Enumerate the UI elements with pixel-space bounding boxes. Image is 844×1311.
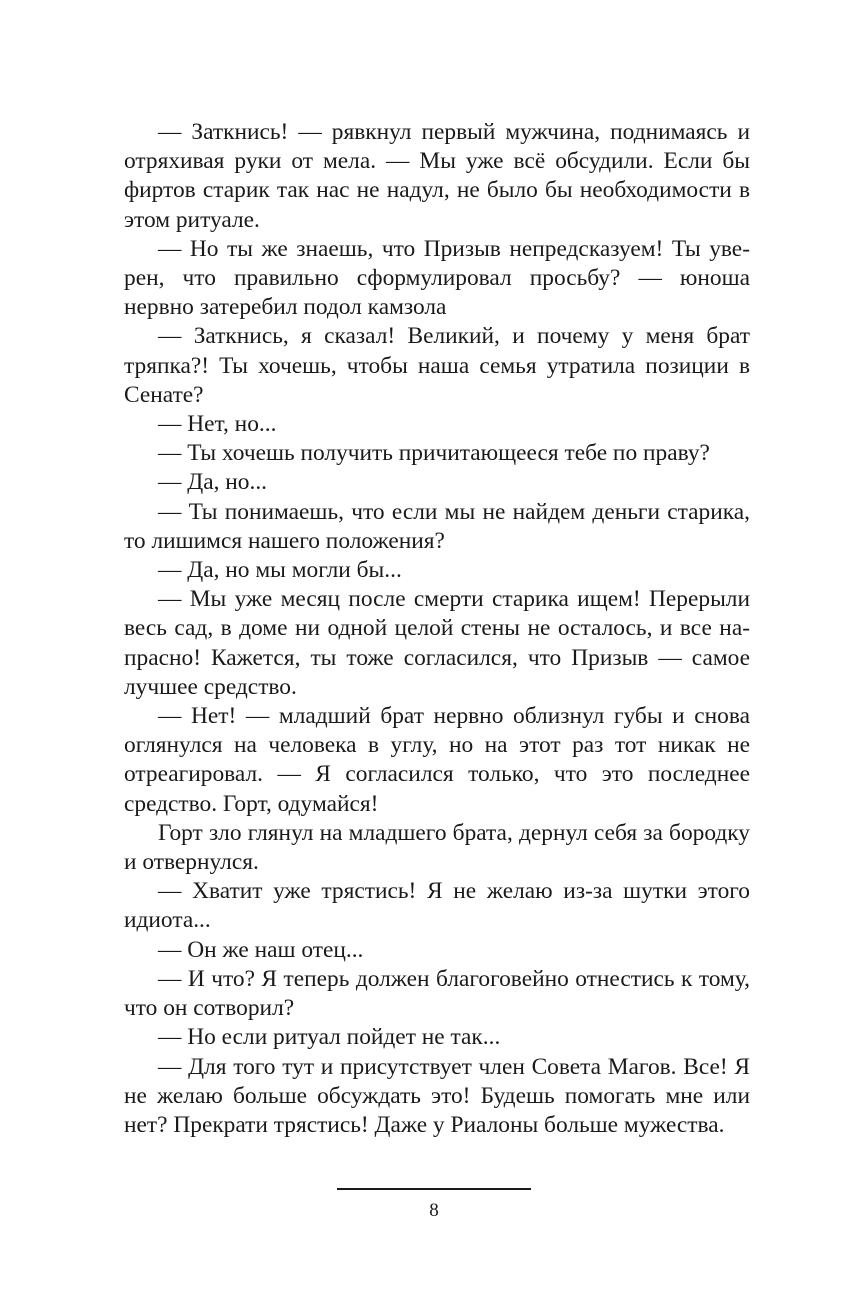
paragraph: — Для того тут и присутствует член Совета Магов. Все! Я не желаю больше обсуждать это! Будешь помогать мне или нет? Прекрати трястись! Даже у Риалоны больше мужества. xyxy=(124,1053,750,1138)
paragraph: — Но если ритуал пойдет не так... xyxy=(158,1024,501,1051)
paragraph: Горт зло глянул на младшего брата, дернул себя за бородку и отвернулся. xyxy=(124,819,750,876)
paragraph: — Заткнись, я сказал! Великий, и почему у меня брат тряпка?! Ты хочешь, чтобы наша семья утратила позиции в Сенате? xyxy=(124,323,750,408)
paragraph: — Да, но мы могли бы... xyxy=(158,557,402,584)
body-text xyxy=(124,118,750,1140)
page-number: 8 xyxy=(429,1200,439,1221)
footer-divider xyxy=(337,1188,531,1190)
paragraph: — Он же наш отец... xyxy=(158,936,364,963)
paragraph: — Заткнись! — рявкнул первый мужчина, поднимаясь и отряхивая руки от мела. — Мы уже всё обсудили. Если бы фиртов старик так нас не надул, не было бы необходимости в этом ритуале. xyxy=(124,119,750,233)
paragraph: — Ты хочешь получить причитающееся тебе по праву? xyxy=(158,440,710,467)
paragraph: — Ты понимаешь, что если мы не найдем деньги старика, то лишимся нашего положения? xyxy=(124,498,750,554)
paragraph: — Да, но... xyxy=(158,469,268,496)
paragraph: — Мы уже месяц после смерти старика ищем! Перерыли весь сад, в доме ни одной целой стены не осталось, и все напрасно! Кажется, ты тоже согласился, что Призыв — самое лучшее средство. xyxy=(124,586,750,700)
paragraph: — Но ты же знаешь, что Призыв непредсказуем! Ты уверен, что правильно сформулировал просьбу? — юноша нервно затеребил подол камзола xyxy=(124,235,750,321)
paragraph: — Нет, но... xyxy=(158,411,277,438)
paragraph: — И что? Я теперь должен благоговейно отнестись к тому, что он сотворил? xyxy=(124,965,750,1022)
paragraph: — Хватит уже трястись! Я не желаю из-за шутки этого идиота... xyxy=(124,878,750,934)
paragraph: — Нет! — младший брат нервно облизнул губы и снова оглянулся на человека в углу, но на этот раз тот никак не отреагировал. — Я согласился только, что это последнее средство. Горт, одумайся! xyxy=(124,703,750,817)
